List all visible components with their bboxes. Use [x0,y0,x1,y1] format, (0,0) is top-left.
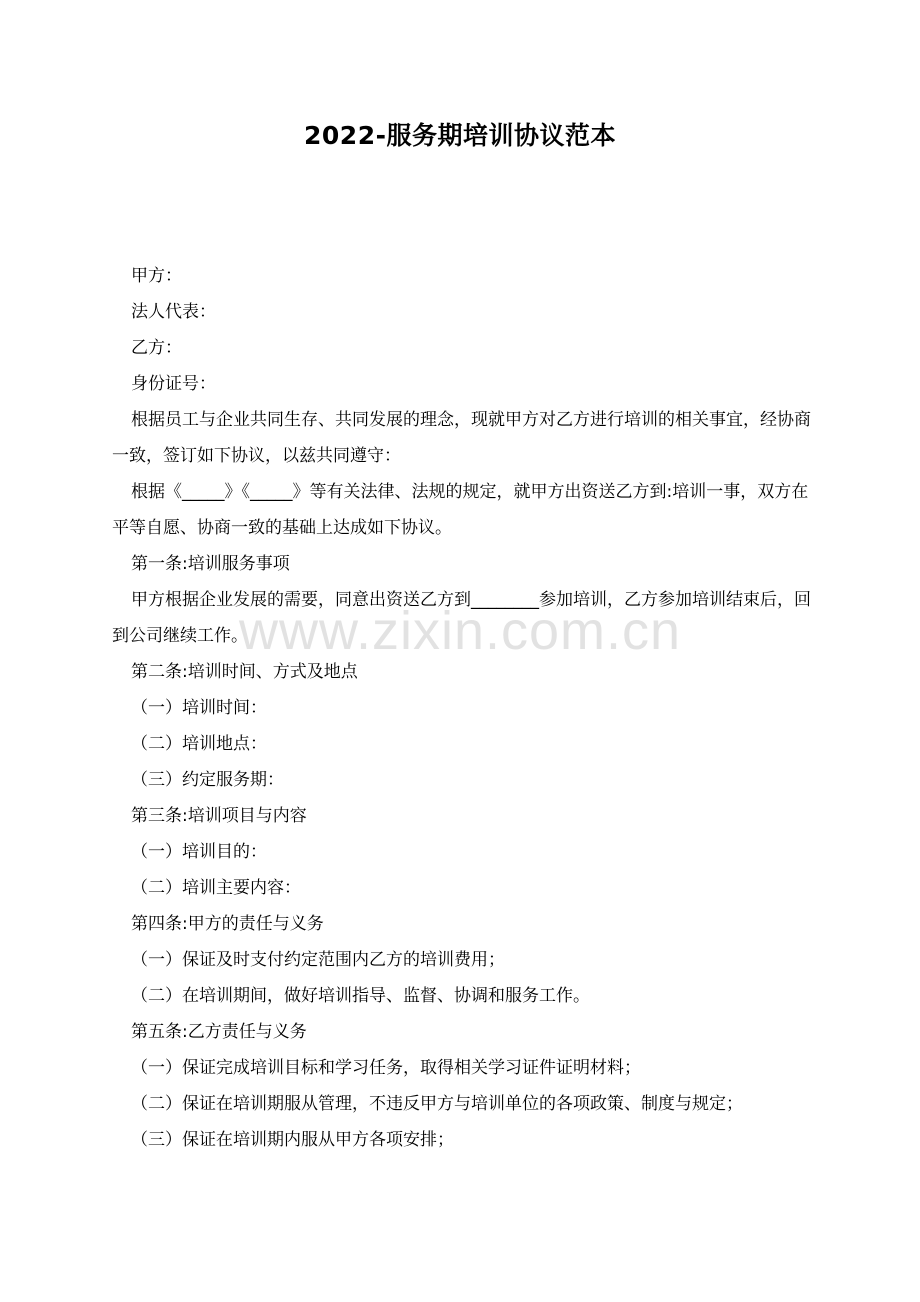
party-a-line: 甲方： [131,266,182,286]
party-b-line: 乙方： [131,338,182,358]
article-5-heading: 第五条:乙方责任与义务 [131,1022,307,1042]
article-4-heading: 第四条:甲方的责任与义务 [131,914,324,934]
watermark-text: www.zixin.com.cn [238,601,682,661]
article-3-item-2: （二）培训主要内容： [131,878,301,898]
article-1-heading: 第一条:培训服务事项 [131,554,290,574]
document-title: 2022-服务期培训协议范本 [304,121,616,150]
legal-representative-line: 法人代表： [131,302,216,322]
article-2-item-1: （一）培训时间： [131,698,267,718]
id-number-line: 身份证号： [131,374,216,394]
article-4-item-2: （二）在培训期间，做好培训指导、监督、协调和服务工作。 [131,986,590,1006]
article-2-item-2: （二）培训地点： [131,734,267,754]
article-5-item-3: （三）保证在培训期内服从甲方各项安排； [131,1130,454,1150]
article-2-item-3: （三）约定服务期： [131,770,284,790]
article-2-heading: 第二条:培训时间、方式及地点 [131,662,358,682]
intro-paragraph: 根据员工与企业共同生存、共同发展的理念，现就甲方对乙方进行培训的相关事宜，经协商一致，签订如下协议，以兹共同遵守： [112,410,811,466]
article-5-item-1: （一）保证完成培训目标和学习任务，取得相关学习证件证明材料； [131,1058,641,1078]
document-body [112,258,812,1158]
article-5-item-2: （二）保证在培训期服从管理，不违反甲方与培训单位的各项政策、制度与规定； [131,1094,743,1114]
article-3-heading: 第三条:培训项目与内容 [131,806,307,826]
article-3-item-1: （一）培训目的： [131,842,267,862]
article-4-item-1: （一）保证及时支付约定范围内乙方的培训费用； [131,950,505,970]
article-1-body: 甲方根据企业发展的需要，同意出资送乙方到________参加培训，乙方参加培训结束后，回到公司继续工作。 [112,590,811,646]
legal-basis-paragraph: 根据《_____》《_____》等有关法律、法规的规定，就甲方出资送乙方到:培训一事，双方在平等自愿、协商一致的基础上达成如下协议。 [112,482,809,538]
